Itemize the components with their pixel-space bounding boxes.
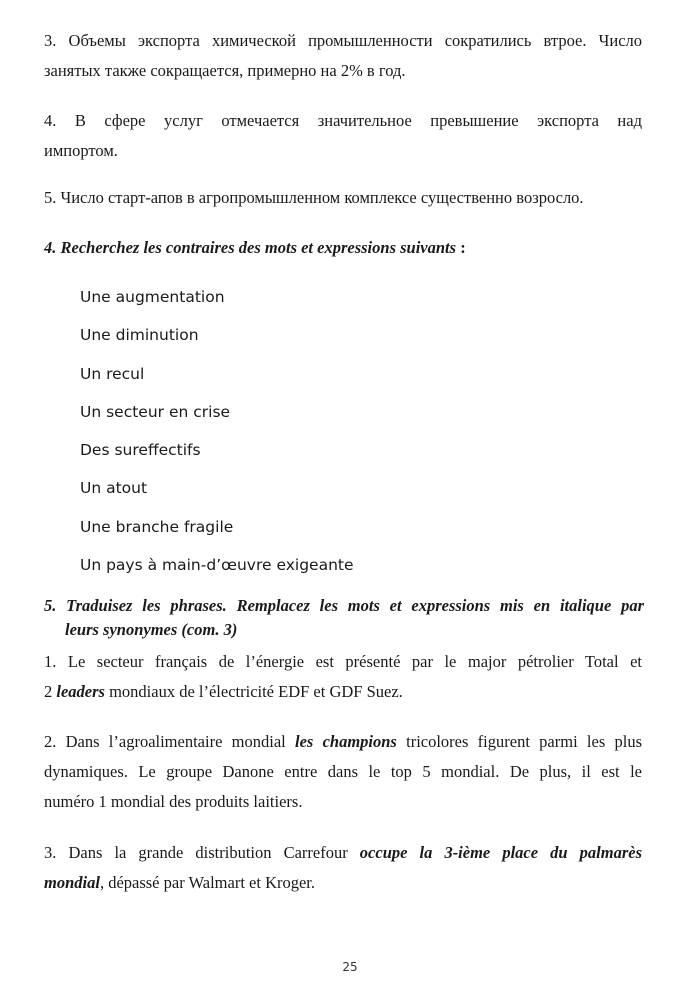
- word-item: Une augmentation: [80, 288, 225, 306]
- exercise-5-sentence-1: [44, 647, 642, 707]
- word-item: Des sureffectifs: [80, 441, 201, 460]
- page-number: 25: [342, 960, 358, 974]
- word-item: Un recul: [80, 364, 145, 383]
- sentence-ru-4: [44, 106, 642, 166]
- text-run: tricolores figurent parmi les plus: [396, 732, 642, 751]
- exercise-4-heading: [44, 236, 644, 260]
- sentence-ru-3-line-2: занятых также сокращается, примерно на 2% в год.: [44, 61, 406, 80]
- highlighted-expression: occupe la 3-ième place du palmarès: [359, 843, 642, 862]
- sentence-ru-4-line-2: импортом.: [44, 141, 118, 160]
- highlighted-expression: mondial: [44, 873, 100, 892]
- highlighted-expression: les champions: [295, 732, 397, 751]
- exercise-4-word-list: [80, 282, 354, 588]
- exercise-5-heading: [44, 594, 644, 642]
- exercise-5-sentence-1-line-2: [44, 677, 642, 707]
- exercise-5-sentence-3-line-2: [44, 868, 642, 898]
- word-item: Une diminution: [80, 326, 199, 345]
- exercise-5-sentence-3: [44, 838, 642, 898]
- sentence-ru-5: [44, 183, 642, 213]
- exercise-5-heading-line-2: leurs synonymes (com. 3): [65, 620, 238, 639]
- exercise-5-sentence-2-line-2: dynamiques. Le groupe Danone entre dans le top 5 mondial. De plus, il est le: [44, 762, 642, 781]
- sentence-ru-3-line-1: 3. Объемы экспорта химической промышленности сократились втрое. Число: [44, 31, 642, 50]
- word-item: Une branche fragile: [80, 517, 234, 536]
- sentence-ru-5-line-1: 5. Число старт-апов в агропромышленном комплексе существенно возросло.: [44, 188, 584, 207]
- word-item: Un atout: [80, 479, 148, 498]
- text-run: , dépassé par Walmart et Kroger.: [99, 873, 316, 892]
- exercise-5-sentence-3-line-1: [44, 838, 642, 868]
- highlighted-expression: leaders: [56, 682, 105, 701]
- exercise-4-heading-text: 4. Recherchez les contraires des mots et expressions suivants: [44, 238, 457, 257]
- word-item: Un pays à main-d’œuvre exigeante: [80, 556, 354, 575]
- sentence-ru-4-line-1: 4. В сфере услуг отмечается значительное превышение экспорта над: [44, 111, 642, 130]
- sentence-ru-3: [44, 26, 642, 86]
- text-run: 2. Dans l’agroalimentaire mondial: [44, 732, 295, 751]
- exercise-5-sentence-2-line-3: numéro 1 mondial des produits laitiers.: [44, 792, 303, 811]
- exercise-4-heading-colon: :: [456, 238, 466, 257]
- exercise-5-sentence-1-line-1: 1. Le secteur français de l’énergie est présenté par le major pétrolier Total et: [44, 652, 642, 671]
- exercise-5-sentence-2-line-1: [44, 727, 642, 757]
- exercise-4-heading-line: [44, 236, 644, 260]
- text-run: 3. Dans la grande distribution Carrefour: [44, 843, 360, 862]
- word-item: Un secteur en crise: [80, 402, 231, 421]
- text-run: mondiaux de l’électricité EDF et GDF Suez.: [104, 682, 403, 701]
- exercise-5-heading-line-1: 5. Traduisez les phrases. Remplacez les mots et expressions mis en italique par: [44, 596, 644, 615]
- exercise-5-sentence-2: [44, 727, 642, 817]
- text-run: 2: [44, 682, 57, 701]
